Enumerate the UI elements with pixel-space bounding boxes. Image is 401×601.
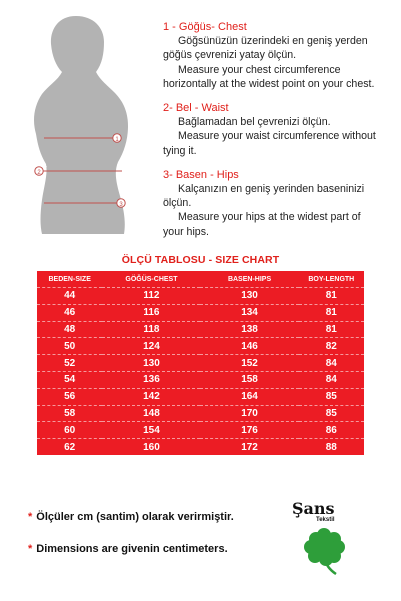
size-chart-row	[37, 321, 364, 338]
step-hips-tr-line: ölçün.	[163, 197, 192, 210]
cell-hips: 176	[200, 422, 298, 439]
size-chart-row	[37, 371, 364, 388]
cell-size: 50	[37, 338, 102, 355]
marker-hips	[117, 199, 125, 208]
cell-chest: 160	[102, 439, 200, 455]
cell-size: 48	[37, 321, 102, 338]
size-chart-row	[37, 288, 364, 305]
cell-chest: 136	[102, 371, 200, 388]
size-chart-table	[37, 271, 364, 455]
size-chart-header-row	[37, 271, 364, 288]
measurement-instructions	[163, 20, 399, 249]
step-chest-tr-line: Göğsünüzün üzerindeki en geniş yerden	[178, 35, 368, 48]
svg-text:3: 3	[119, 202, 123, 208]
cell-hips: 158	[200, 371, 298, 388]
brand-logo	[292, 499, 362, 579]
cell-length: 86	[299, 422, 364, 439]
size-chart-row	[37, 338, 364, 355]
brand-subtitle: Tekstil	[316, 517, 335, 523]
size-chart-row	[37, 422, 364, 439]
cell-length: 82	[299, 338, 364, 355]
cell-size: 46	[37, 304, 102, 321]
step-waist-title: 2- Bel - Waist	[163, 102, 229, 115]
cell-size: 44	[37, 288, 102, 305]
brand-name: Şans	[292, 499, 335, 518]
cell-hips: 172	[200, 439, 298, 455]
step-waist-tr-line: Bağlamadan bel çevrenizi ölçün.	[178, 116, 331, 129]
silhouette-shape	[34, 16, 128, 234]
cell-size: 62	[37, 439, 102, 455]
size-chart-row	[37, 388, 364, 405]
step-waist-en-line: Measure your waist circumference without	[178, 130, 376, 143]
cell-chest: 112	[102, 288, 200, 305]
step-waist-en-line: tying it.	[163, 144, 197, 157]
step-chest	[163, 20, 399, 91]
step-chest-en-line: Measure your chest circumference	[178, 63, 341, 76]
svg-text:1: 1	[115, 137, 119, 143]
cell-size: 52	[37, 355, 102, 372]
marker-waist	[35, 167, 43, 176]
cell-hips: 170	[200, 405, 298, 422]
note-tr	[28, 511, 234, 523]
step-waist	[163, 101, 399, 158]
size-chart-title: ÖLÇÜ TABLOSU - SIZE CHART	[121, 254, 280, 266]
cell-hips: 134	[200, 304, 298, 321]
step-hips	[163, 168, 399, 239]
note-en	[28, 543, 228, 555]
cell-hips: 138	[200, 321, 298, 338]
cell-chest: 116	[102, 304, 200, 321]
cell-chest: 142	[102, 388, 200, 405]
cell-length: 85	[299, 388, 364, 405]
cell-size: 54	[37, 371, 102, 388]
size-chart-row	[37, 405, 364, 422]
note-en-text: Dimensions are givenin centimeters.	[36, 543, 228, 555]
step-hips-tr-line: Kalçanızın en geniş yerinden baseninizi	[178, 183, 365, 196]
note-star: *	[28, 543, 33, 555]
cell-hips: 164	[200, 388, 298, 405]
cell-length: 85	[299, 405, 364, 422]
cell-length: 81	[299, 321, 364, 338]
note-tr-text: Ölçüler cm (santim) olarak verirmiştir.	[36, 511, 234, 523]
cell-size: 60	[37, 422, 102, 439]
cell-length: 88	[299, 439, 364, 455]
cell-length: 84	[299, 355, 364, 372]
cell-chest: 118	[102, 321, 200, 338]
step-chest-tr-line: göğüs çevrenizi yatay ölçün.	[163, 49, 297, 62]
cell-size: 58	[37, 405, 102, 422]
marker-chest	[113, 134, 121, 143]
cell-chest: 130	[102, 355, 200, 372]
size-chart-row	[37, 304, 364, 321]
cell-hips: 152	[200, 355, 298, 372]
header-hips: BASEN-HIPS	[200, 271, 298, 288]
cell-length: 81	[299, 304, 364, 321]
note-star: *	[28, 511, 33, 523]
svg-text:2: 2	[37, 170, 41, 176]
cell-length: 81	[299, 288, 364, 305]
step-hips-title: 3- Basen - Hips	[163, 168, 239, 181]
step-hips-en-line: Measure your hips at the widest part of	[178, 211, 361, 224]
cell-hips: 130	[200, 288, 298, 305]
cell-chest: 154	[102, 422, 200, 439]
step-chest-title: 1 - Göğüs- Chest	[163, 21, 247, 33]
cell-length: 84	[299, 371, 364, 388]
header-size: BEDEN-SIZE	[37, 271, 102, 288]
cell-size: 56	[37, 388, 102, 405]
cell-chest: 124	[102, 338, 200, 355]
header-length: BOY-LENGTH	[299, 271, 364, 288]
body-silhouette-figure	[18, 14, 148, 234]
size-chart-row	[37, 439, 364, 455]
cell-hips: 146	[200, 338, 298, 355]
header-chest: GÖĞÜS-CHEST	[102, 271, 200, 288]
step-hips-en-line: your hips.	[163, 225, 209, 238]
size-chart-body	[37, 288, 364, 455]
cell-chest: 148	[102, 405, 200, 422]
step-chest-en-line: horizontally at the widest point on your chest.	[163, 77, 375, 90]
size-chart-row	[37, 355, 364, 372]
clover-logo-icon	[300, 525, 352, 577]
